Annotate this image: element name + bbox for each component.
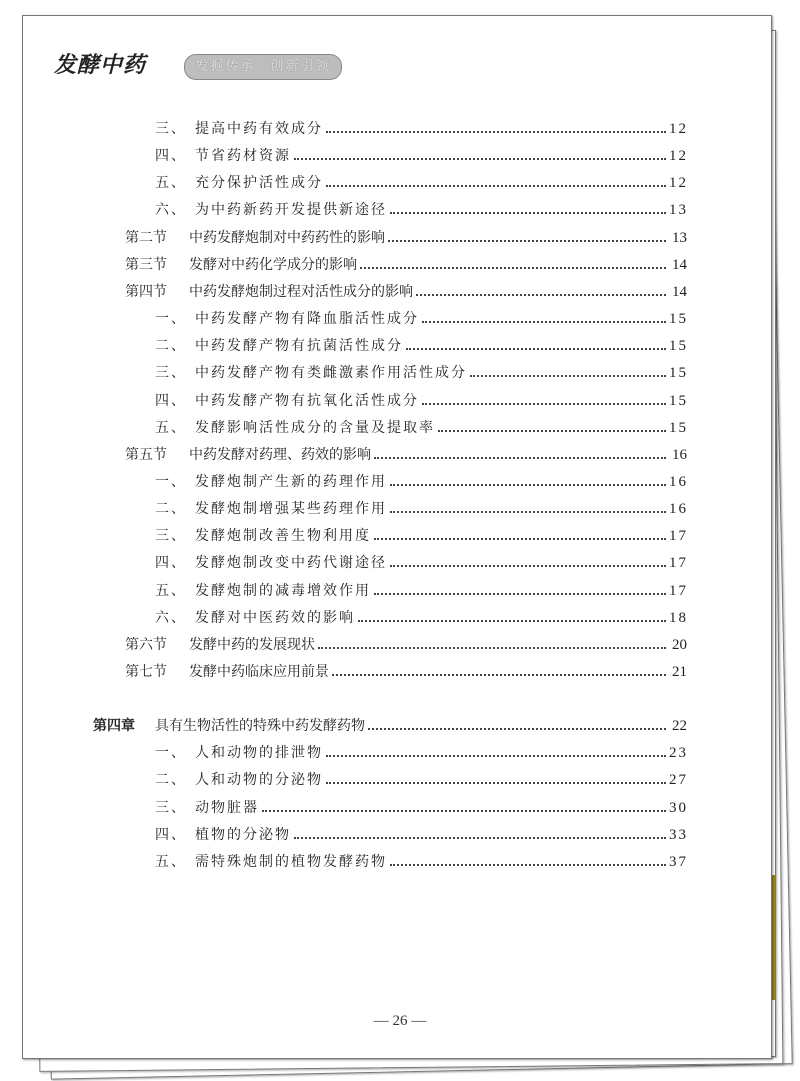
toc-entry-title: 发酵炮制增强某些药理作用 [195,501,387,518]
toc-entry-title: 中药发酵炮制过程对活性成分的影响 [189,283,413,300]
dot-leader [390,863,666,866]
toc-entry-title: 需特殊炮制的植物发酵药物 [195,854,387,870]
toc-entry[interactable] [155,824,687,844]
toc-entry-title: 发酵中药的发展现状 [189,636,315,653]
toc-entry[interactable] [155,498,687,518]
dot-leader [374,592,666,595]
toc-entry-title: 发酵炮制的减毒增效作用 [195,582,371,599]
toc-entry-page: 33 [669,826,688,843]
toc-entry-title: 人和动物的分泌物 [195,772,323,789]
toc-entry-page: 12 [669,121,688,137]
dot-leader [326,781,666,784]
toc-entry-number: 五、 [155,175,187,192]
toc-entry-page: 16 [669,501,688,518]
toc-entry[interactable] [155,471,687,491]
toc-entry-number: 四、 [155,826,187,843]
toc-entry-number: 三、 [155,365,187,382]
toc-entry[interactable] [155,390,687,410]
header-banner: 发掘传承 创新引领 [184,54,342,80]
toc-entry-page: 37 [669,854,688,870]
toc-entry-page: 21 [672,664,687,680]
toc-entry[interactable] [93,715,687,735]
toc-entry[interactable] [155,607,687,627]
toc-entry-page: 15 [669,419,688,436]
toc-entry-page: 27 [669,772,688,789]
toc-entry[interactable] [125,444,687,464]
toc-entry-number: 第六节 [125,636,167,653]
dot-leader [294,836,666,839]
page-number: — 26 — [373,1013,427,1029]
toc-entry-title: 动物脏器 [195,799,259,816]
dot-leader [390,510,666,513]
toc-entry-title: 中药发酵产物有类雌激素作用活性成分 [195,365,467,382]
toc-entry[interactable] [155,335,687,355]
dot-leader [406,347,666,350]
dot-leader [374,456,666,459]
toc-entry-number: 二、 [155,338,187,355]
toc-entry-number: 一、 [155,311,187,328]
toc-entry-title: 发酵影响活性成分的含量及提取率 [195,419,435,436]
toc-entry-title: 中药发酵炮制对中药药性的影响 [189,229,385,246]
toc-entry[interactable] [125,227,687,247]
toc-entry-title: 植物的分泌物 [195,826,291,843]
toc-entry-number: 第四节 [125,283,167,300]
toc-entry-number: 四、 [155,555,187,572]
dot-leader [332,673,666,676]
toc-entry-page: 14 [672,256,687,273]
toc-entry-title: 发酵炮制产生新的药理作用 [195,473,387,490]
toc-entry[interactable] [155,742,687,762]
toc-entry-number: 五、 [155,854,187,870]
toc-entry[interactable] [155,769,687,789]
toc-entry-page: 15 [669,392,688,409]
toc-entry-number: 第五节 [125,446,167,463]
toc-entry-number: 二、 [155,772,187,789]
toc-entry-page: 15 [669,365,688,382]
toc-entry-page: 16 [672,446,687,463]
toc-entry-number: 三、 [155,799,187,816]
toc-entry-title: 发酵炮制改善生物利用度 [195,528,371,545]
toc-entry-number: 第四章 [93,718,135,734]
toc-entry[interactable] [125,254,687,274]
toc-entry-page: 13 [669,202,688,219]
toc-entry-number: 五、 [155,419,187,436]
dot-leader [262,809,666,812]
toc-entry[interactable] [155,145,687,165]
toc-entry[interactable] [155,172,687,192]
toc-entry-title: 节省药材资源 [195,148,291,165]
dot-leader [326,130,666,133]
toc-entry[interactable] [125,661,687,681]
dot-leader [358,619,666,622]
dot-leader [390,564,666,567]
toc-entry-page: 30 [669,799,688,816]
toc-entry-title: 发酵对中医药效的影响 [195,609,355,626]
toc-entry-number: 三、 [155,121,187,137]
toc-entry[interactable] [155,552,687,572]
toc-entry-title: 充分保护活性成分 [195,175,323,192]
toc-entry-page: 17 [669,582,688,599]
dot-leader [416,293,666,296]
toc-entry-number: 二、 [155,501,187,518]
dot-leader [368,727,666,730]
toc-entry-title: 发酵中药临床应用前景 [189,664,329,680]
dot-leader [374,537,666,540]
dot-leader [318,646,666,649]
toc-entry-page: 17 [669,528,688,545]
toc-entry-number: 一、 [155,745,187,762]
toc-entry-page: 15 [669,338,688,355]
toc-entry[interactable] [155,417,687,437]
toc-entry-page: 18 [669,609,688,626]
dot-leader [360,266,666,269]
dot-leader [470,374,666,377]
dot-leader [388,239,666,242]
toc-entry-title: 发酵炮制改变中药代谢途径 [195,555,387,572]
toc-entry-number: 第二节 [125,229,167,246]
toc-entry-title: 人和动物的排泄物 [195,745,323,762]
toc-entry-number: 一、 [155,473,187,490]
toc-entry[interactable] [155,308,687,328]
toc-entry-number: 六、 [155,202,187,219]
toc-entry-number: 第七节 [125,664,167,680]
dot-leader [294,157,666,160]
toc-entry-title: 中药发酵产物有降血脂活性成分 [195,311,419,328]
toc-entry[interactable] [155,525,687,545]
toc-entry-page: 13 [672,229,687,246]
book-logo: 发酵中药 [54,52,147,78]
dot-leader [438,429,666,432]
toc-entry[interactable] [155,118,687,138]
toc-entry-page: 17 [669,555,688,572]
dot-leader [422,320,666,323]
toc-entry-page: 16 [669,473,688,490]
toc-entry[interactable] [125,634,687,654]
toc-entry-number: 四、 [155,392,187,409]
toc-entry-title: 中药发酵产物有抗菌活性成分 [195,338,403,355]
dot-leader [422,402,666,405]
toc-entry-number: 五、 [155,582,187,599]
toc-entry-title: 中药发酵对药理、药效的影响 [189,446,371,463]
toc-entry-number: 第三节 [125,256,167,273]
dot-leader [390,211,666,214]
toc-entry-number: 三、 [155,528,187,545]
toc-entry-number: 六、 [155,609,187,626]
toc-entry-page: 23 [669,745,688,762]
toc-entry-page: 14 [672,283,687,300]
dot-leader [326,184,666,187]
toc-entry-title: 发酵对中药化学成分的影响 [189,256,357,273]
toc-entry[interactable] [155,362,687,382]
toc-entry-title: 为中药新药开发提供新途径 [195,202,387,219]
toc-entry-title: 中药发酵产物有抗氧化活性成分 [195,392,419,409]
toc-entry-title: 具有生物活性的特殊中药发酵药物 [155,718,365,734]
toc-entry[interactable] [155,851,687,871]
toc-entry[interactable] [125,281,687,301]
toc-entry-page: 12 [669,175,688,192]
toc-entry-page: 12 [669,148,688,165]
toc-entry-number: 四、 [155,148,187,165]
toc-entry[interactable] [155,199,687,219]
dot-leader [326,754,666,757]
toc-entry-page: 15 [669,311,688,328]
toc-entry-page: 20 [672,636,687,653]
toc-entry[interactable] [155,797,687,817]
toc-entry-page: 22 [672,718,687,734]
dot-leader [390,483,666,486]
toc-entry-title: 提高中药有效成分 [195,121,323,137]
toc-entry[interactable] [155,580,687,600]
